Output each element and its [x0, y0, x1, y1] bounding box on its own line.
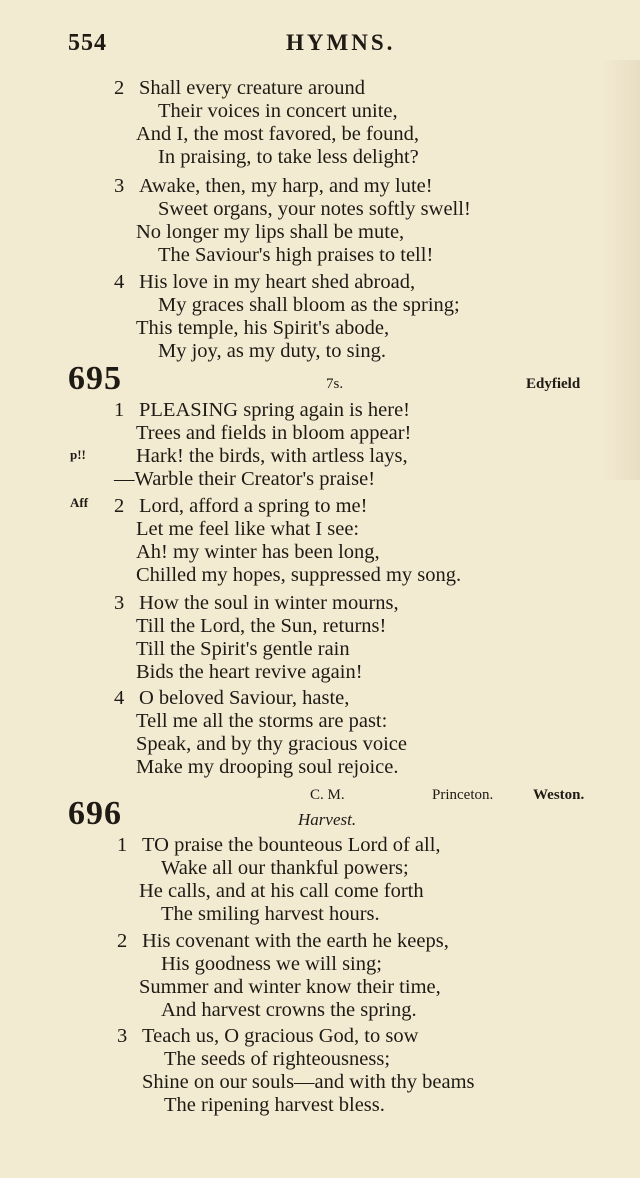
running-head: HYMNS.: [286, 30, 396, 55]
verse-number: 2: [117, 930, 128, 952]
hymn-line: And harvest crowns the spring.: [161, 999, 417, 1021]
hymn-line: Make my drooping soul rejoice.: [136, 756, 399, 778]
dynamic-mark: Aff: [70, 495, 89, 510]
hymn-line: And I, the most favored, be found,: [136, 123, 419, 145]
tune-name: Edyfield: [526, 376, 581, 392]
verse-number: 2: [114, 77, 125, 99]
tune-name: Princeton.: [432, 787, 494, 803]
hymn-line: Bids the heart revive again!: [136, 661, 363, 683]
hymn-line: Till the Lord, the Sun, returns!: [136, 615, 387, 637]
hymn-line: His goodness we will sing;: [161, 953, 382, 975]
hymn-line: Sweet organs, your notes softly swell!: [158, 198, 471, 220]
hymn-line: The seeds of righteousness;: [164, 1048, 391, 1070]
hymn-line: Their voices in concert unite,: [158, 100, 398, 122]
hymn-line: TO praise the bounteous Lord of all,: [142, 834, 441, 856]
hymn-line: Teach us, O gracious God, to sow: [142, 1025, 419, 1047]
hymn-line: PLEASING spring again is here!: [139, 399, 411, 421]
hymn-line: No longer my lips shall be mute,: [136, 221, 405, 243]
verse-number: 4: [114, 687, 125, 709]
hymn-meter: 7s.: [326, 376, 344, 392]
hymn-meter: C. M.: [310, 787, 345, 803]
hymn-number: 695: [68, 360, 122, 397]
verse-number: 3: [114, 592, 125, 614]
hymn-line: My graces shall bloom as the spring;: [158, 294, 460, 316]
hymn-line: Ah! my winter has been long,: [136, 541, 380, 563]
hymn-line: Speak, and by thy gracious voice: [136, 733, 407, 755]
hymn-line: Awake, then, my harp, and my lute!: [139, 175, 433, 197]
hymn-line: O beloved Saviour, haste,: [139, 687, 350, 709]
tune-name-alt: Weston.: [533, 787, 585, 803]
hymn-line: In praising, to take less delight?: [158, 146, 419, 168]
hymn-line: Let me feel like what I see:: [136, 518, 360, 540]
verse-number: 1: [114, 399, 125, 421]
hymn-line: This temple, his Spirit's abode,: [136, 317, 390, 339]
hymn-line: The Saviour's high praises to tell!: [158, 244, 434, 266]
hymn-number: 696: [68, 795, 122, 832]
hymn-line: Shine on our souls—and with thy beams: [142, 1071, 475, 1093]
hymn-line: His covenant with the earth he keeps,: [142, 930, 449, 952]
verse-number: 1: [117, 834, 128, 856]
hymn-line: The smiling harvest hours.: [161, 903, 380, 925]
verse-number: 2: [114, 495, 125, 517]
hymn-line: The ripening harvest bless.: [164, 1094, 385, 1116]
hymn-line: Lord, afford a spring to me!: [139, 495, 368, 517]
verse-number: 3: [117, 1025, 128, 1047]
page-shading: [600, 60, 640, 480]
hymn-line: Wake all our thankful powers;: [161, 857, 409, 879]
hymn-line: He calls, and at his call come forth: [139, 880, 424, 902]
hymn-line: Trees and fields in bloom appear!: [136, 422, 412, 444]
page-header: [0, 30, 640, 60]
verse-number: 3: [114, 175, 125, 197]
hymn-line: —Warble their Creator's praise!: [114, 468, 376, 490]
hymn-line: His love in my heart shed abroad,: [139, 271, 416, 293]
hymn-line: Shall every creature around: [139, 77, 365, 99]
page-number: 554: [68, 30, 107, 56]
hymn-line: How the soul in winter mourns,: [139, 592, 399, 614]
hymn-line: Chilled my hopes, suppressed my song.: [136, 564, 462, 586]
hymn-line: My joy, as my duty, to sing.: [158, 340, 386, 362]
verse-number: 4: [114, 271, 125, 293]
hymn-line: Summer and winter know their time,: [139, 976, 441, 998]
hymn-line: Hark! the birds, with artless lays,: [136, 445, 408, 467]
dynamic-mark: p!!: [70, 447, 86, 462]
hymn-line: Tell me all the storms are past:: [136, 710, 388, 732]
hymn-subject: Harvest.: [298, 810, 357, 829]
hymn-line: Till the Spirit's gentle rain: [136, 638, 350, 660]
